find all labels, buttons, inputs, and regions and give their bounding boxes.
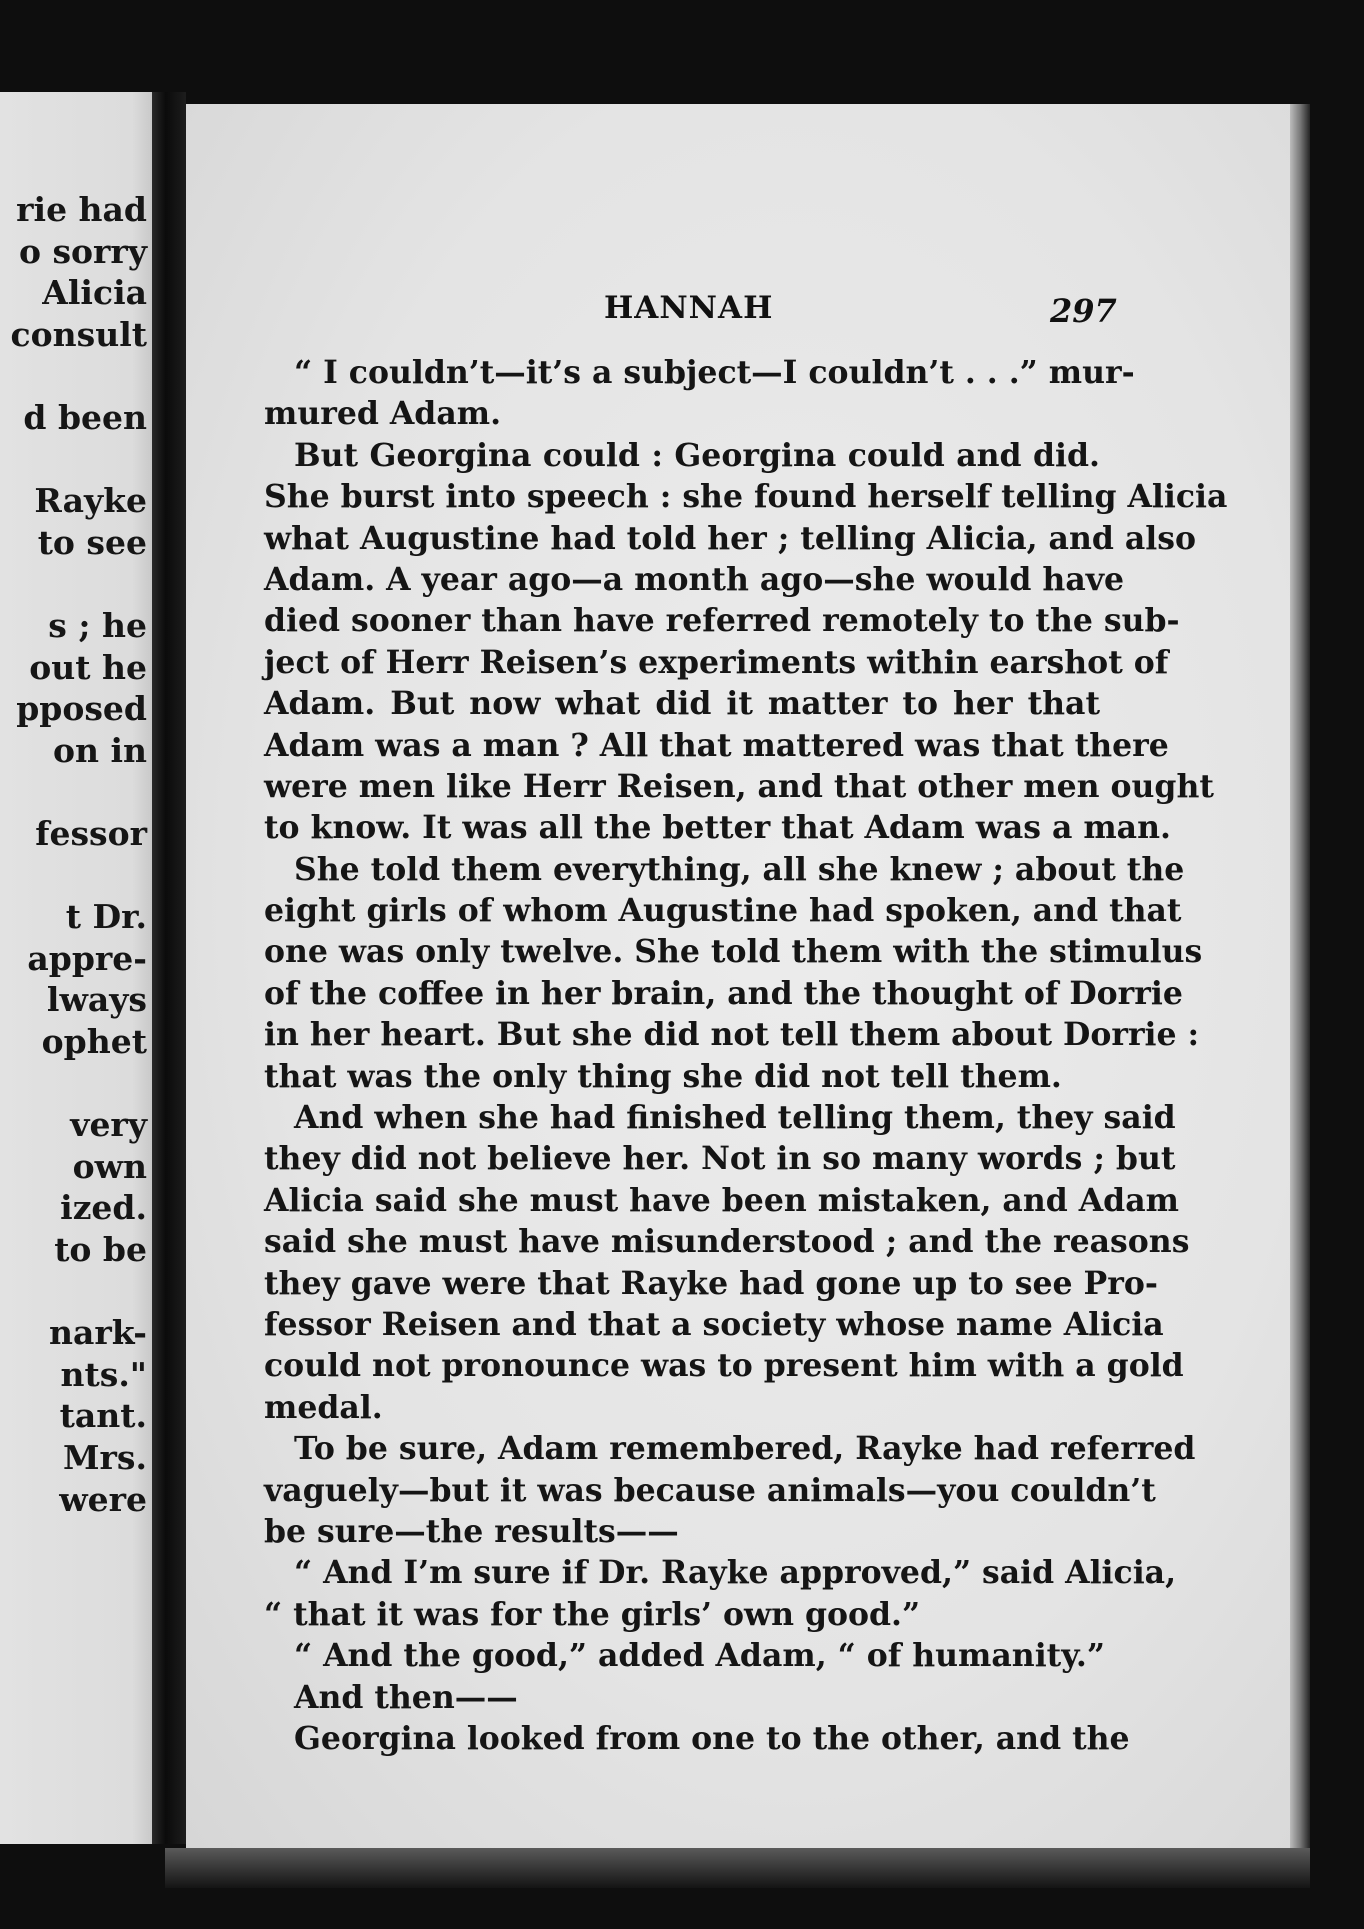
text-line: vaguely—but it was because animals—you couldn’t bbox=[264, 1471, 1156, 1509]
text-line: “ And the good,” added Adam, “ of humanity.” bbox=[294, 1637, 1105, 1675]
text-line: fessor Reisen and that a society whose name Alicia bbox=[264, 1305, 1164, 1343]
facing-page-line: o sorry bbox=[18, 231, 147, 271]
text-line: “ I couldn’t—it’s a subject—I couldn’t . . .” mur- bbox=[294, 354, 1135, 391]
facing-page-line: to be bbox=[54, 1230, 147, 1269]
text-line: “ And I’m sure if Dr. Rayke approved,” said Alicia, bbox=[294, 1554, 1177, 1592]
body-text bbox=[264, 352, 1228, 1759]
text-line: Georgina looked from one to the other, and the bbox=[294, 1719, 1130, 1757]
facing-page-line: own bbox=[72, 1146, 147, 1186]
facing-page-fragment bbox=[0, 92, 165, 1844]
page-header bbox=[186, 290, 1290, 330]
facing-page-line: nts." bbox=[60, 1354, 147, 1394]
facing-page-line: appre- bbox=[27, 938, 147, 978]
facing-page-line: consult bbox=[10, 314, 147, 354]
facing-page-line: on in bbox=[52, 730, 147, 770]
facing-page-line: were bbox=[59, 1479, 147, 1519]
text-line: Adam. A year ago—a month ago—she would have bbox=[264, 560, 1125, 598]
facing-page-line: rie had bbox=[16, 190, 147, 229]
text-line: She told them everything, all she knew ; about the bbox=[294, 850, 1185, 888]
facing-page-line: nark- bbox=[49, 1313, 147, 1353]
page-number: 297 bbox=[1050, 292, 1117, 330]
facing-page-line: to see bbox=[37, 522, 147, 562]
facing-page-line: t Dr. bbox=[65, 897, 147, 937]
text-line: in her heart. But she did not tell them about Dorrie : bbox=[264, 1016, 1200, 1054]
facing-page-line: out he bbox=[29, 647, 147, 687]
text-line: mured Adam. bbox=[264, 395, 502, 433]
facing-page-line: d been bbox=[23, 398, 147, 437]
text-line: what Augustine had told her ; telling Alicia, and also bbox=[264, 519, 1196, 557]
facing-page-line: Mrs. bbox=[63, 1438, 147, 1477]
book-page bbox=[186, 104, 1290, 1848]
text-line: said she must have misunderstood ; and the reasons bbox=[264, 1223, 1190, 1261]
facing-page-line: very bbox=[70, 1105, 147, 1145]
text-line: eight girls of whom Augustine had spoken, and that bbox=[264, 892, 1182, 930]
facing-page-line: Rayke bbox=[34, 481, 147, 521]
text-line: ject of Herr Reisen’s experiments within earshot of bbox=[264, 643, 1169, 681]
text-line: of the coffee in her brain, and the thought of Dorrie bbox=[264, 974, 1183, 1012]
text-line: they gave were that Rayke had gone up to see Pro- bbox=[264, 1264, 1158, 1302]
text-line: to know. It was all the better that Adam was a man. bbox=[264, 809, 1171, 847]
text-line: Adam was a man ? All that mattered was that there bbox=[264, 726, 1169, 764]
text-line: one was only twelve. She told them with the stimulus bbox=[264, 933, 1203, 971]
text-line: Alicia said she must have been mistaken, and Adam bbox=[264, 1181, 1179, 1219]
book-gutter bbox=[152, 92, 186, 1844]
text-line: died sooner than have referred remotely to the sub- bbox=[264, 602, 1180, 640]
running-head: HANNAH bbox=[604, 290, 774, 326]
text-line: To be sure, Adam remembered, Rayke had referred bbox=[294, 1430, 1196, 1468]
facing-page-line: lways bbox=[46, 980, 147, 1020]
facing-page-line: Alicia bbox=[42, 273, 147, 313]
text-line: And then—— bbox=[294, 1678, 518, 1716]
text-line: But Georgina could : Georgina could and did. bbox=[294, 436, 1100, 474]
page-bottom-shadow bbox=[165, 1848, 1310, 1888]
text-line: “ that it was for the girls’ own good.” bbox=[264, 1595, 921, 1633]
text-line: And when she had finished telling them, they said bbox=[294, 1099, 1176, 1137]
page-edge bbox=[1290, 104, 1310, 1848]
facing-page-line: ized. bbox=[60, 1188, 147, 1228]
text-line: they did not believe her. Not in so many words ; but bbox=[264, 1140, 1176, 1178]
facing-page-line: s ; he bbox=[48, 606, 147, 645]
facing-page-line: tant. bbox=[59, 1396, 147, 1436]
text-line: be sure—the results—— bbox=[264, 1512, 679, 1550]
text-line: were men like Herr Reisen, and that other men ought bbox=[264, 767, 1214, 805]
facing-page-line: ophet bbox=[41, 1022, 147, 1061]
text-line: medal. bbox=[264, 1388, 383, 1426]
text-line: Adam. But now what did it matter to her that bbox=[264, 685, 1100, 723]
text-line: that was the only thing she did not tell them. bbox=[264, 1057, 1062, 1095]
facing-page-line: pposed bbox=[16, 689, 147, 729]
facing-page-line: fessor bbox=[35, 814, 147, 853]
text-line: could not pronounce was to present him with a gold bbox=[264, 1347, 1184, 1385]
text-line: She burst into speech : she found herself telling Alicia bbox=[264, 478, 1228, 516]
